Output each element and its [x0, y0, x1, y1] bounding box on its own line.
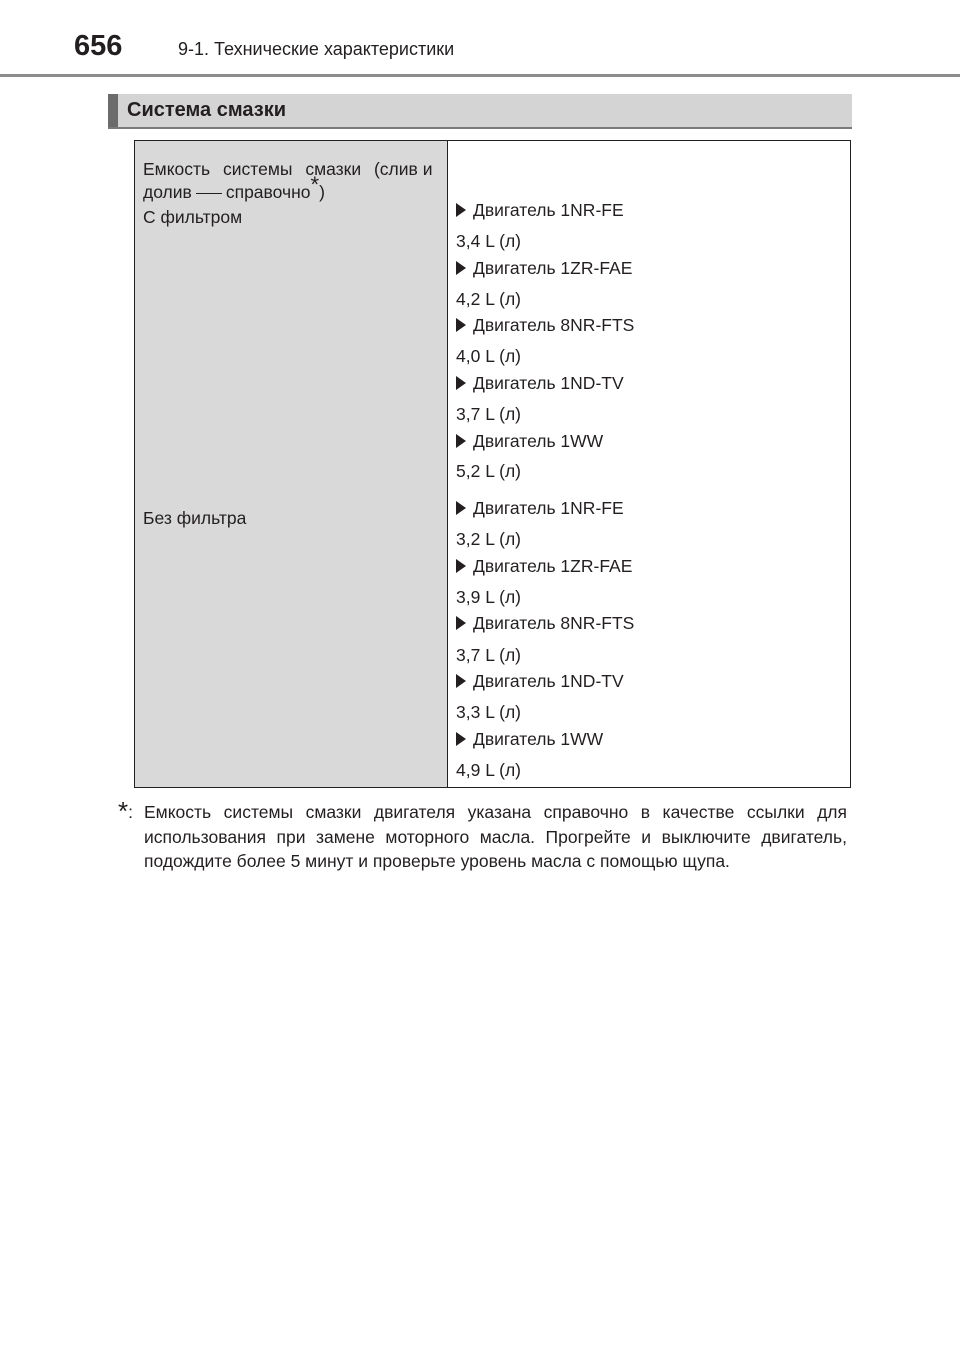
triangle-bullet-icon [456, 616, 466, 630]
volume-value: 3,9 L (л) [456, 587, 522, 607]
triangle-bullet-icon [456, 674, 466, 688]
engine-item [456, 313, 634, 337]
asterisk-mark: * [310, 172, 320, 197]
triangle-bullet-icon [456, 318, 466, 332]
triangle-bullet-icon [456, 376, 466, 390]
volume-value: 5,2 L (л) [456, 461, 522, 481]
engine-item [456, 669, 624, 693]
page-number: 656 [74, 30, 123, 62]
engine-item [456, 371, 624, 395]
triangle-bullet-icon [456, 203, 466, 217]
section-title: Система смазки [127, 99, 286, 121]
chapter-title: 9-1. Технические характеристики [178, 39, 455, 59]
engine-item [456, 611, 634, 635]
table-label-cell [135, 141, 448, 787]
engine-name: Двигатель 1ND-TV [473, 373, 624, 393]
triangle-bullet-icon [456, 501, 466, 515]
triangle-bullet-icon [456, 732, 466, 746]
engine-name: Двигатель 8NR-FTS [473, 613, 635, 633]
capacity-label-line2-start: долив [143, 182, 192, 202]
engine-item [456, 554, 632, 578]
table-values-cell [448, 141, 850, 787]
triangle-bullet-icon [456, 261, 466, 275]
volume-value: 3,2 L (л) [456, 529, 522, 549]
engine-item [456, 727, 603, 751]
engine-item [456, 496, 624, 520]
without-filter-label: Без фильтра [143, 508, 247, 528]
engine-item [456, 256, 632, 280]
page-header [0, 0, 960, 80]
footnote-colon: : [128, 802, 133, 822]
engine-name: Двигатель 1NR-FE [473, 498, 624, 518]
footnote-marker [118, 796, 133, 826]
engine-name: Двигатель 1WW [473, 431, 604, 451]
engine-item [456, 429, 603, 453]
section-accent-block [108, 94, 118, 127]
volume-value: 4,9 L (л) [456, 760, 522, 780]
engine-name: Двигатель 1ND-TV [473, 671, 624, 691]
volume-value: 3,7 L (л) [456, 645, 522, 665]
engine-name: Двигатель 1NR-FE [473, 200, 624, 220]
engine-name: Двигатель 1ZR-FAE [473, 556, 633, 576]
footnote-text: Емкость системы смазки двигателя указана справочно в качестве ссылки для использования при замене моторного масла. Прогрейте и выключите двигатель, подождите более 5 минут и проверьте уровень масла с помощью щупа. [144, 802, 847, 871]
capacity-label-line1: Емкость системы смазки (слив [143, 159, 418, 179]
volume-value: 3,7 L (л) [456, 404, 522, 424]
volume-value: 4,2 L (л) [456, 289, 522, 309]
header-divider [0, 74, 960, 77]
dash-line-icon [196, 193, 222, 194]
engine-name: Двигатель 8NR-FTS [473, 315, 635, 335]
engine-name: Двигатель 1ZR-FAE [473, 258, 633, 278]
volume-value: 3,4 L (л) [456, 231, 522, 251]
volume-value: 4,0 L (л) [456, 346, 522, 366]
with-filter-label: С фильтром [143, 207, 243, 227]
close-paren: ) [319, 182, 325, 202]
volume-value: 3,3 L (л) [456, 702, 522, 722]
triangle-bullet-icon [456, 434, 466, 448]
engine-item [456, 198, 624, 222]
capacity-label-word-i: и [422, 159, 433, 179]
capacity-label [143, 158, 435, 204]
triangle-bullet-icon [456, 559, 466, 573]
asterisk-mark: * [118, 796, 129, 826]
capacity-label-line2-end: справочно [225, 182, 311, 202]
engine-name: Двигатель 1WW [473, 729, 604, 749]
oil-capacity-table [134, 140, 851, 788]
section-heading-bar [108, 94, 852, 129]
